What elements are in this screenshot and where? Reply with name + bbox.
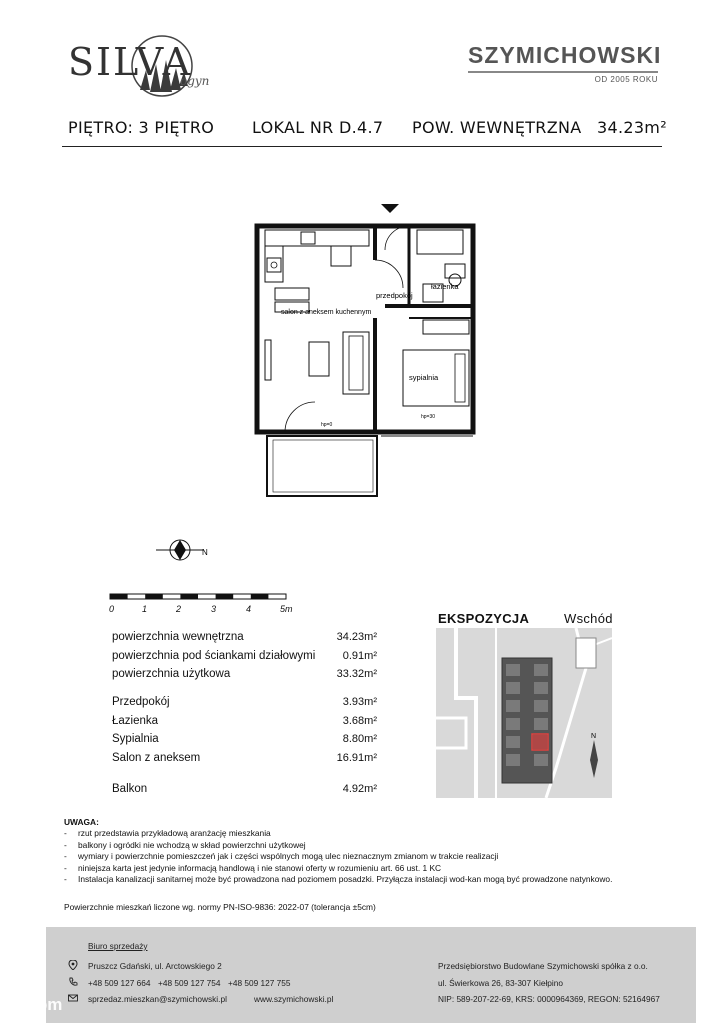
row-label: powierzchnia użytkowa [112,668,231,680]
site-map-drawing [436,628,612,798]
phone-link[interactable]: +48 509 127 664 [88,978,151,988]
list-item: - balkony i ogródki nie wchodzą w skład powierzchni użytkowej [64,839,306,850]
north-compass [150,535,210,565]
balcony-area-table [112,780,377,799]
floor-plan [245,200,485,500]
floor-plan-drawing [245,200,485,500]
row-value: 16.91m² [336,751,377,764]
brand-divider [468,71,658,73]
list-item: - rzut przedstawia przykładową aranżację mieszkania [64,828,271,839]
row-label: powierzchnia wewnętrzna [112,631,244,643]
room-label-bedroom: sypialnia [409,373,439,382]
silva-logo [62,30,210,100]
row-value: 3.93m² [342,696,377,708]
row-value: 0.91m² [342,649,377,662]
location-pin-icon [68,960,78,970]
compass-icon [150,535,210,565]
floor-label: PIĘTRO: 3 PIĘTRO [68,118,215,137]
brand-name: SZYMICHOWSKI [468,42,662,68]
list-item: - niniejsza karta jest jedynie informacją handlową i nie stanowi oferty w rozumieniu art. 66 ust. 1 KC [64,862,442,873]
header-rule [62,146,662,147]
brand-logo [468,42,662,84]
room-areas-table [112,693,377,767]
table-row [112,665,377,684]
map-north-letter: N [591,733,597,740]
row-value: 33.32m² [336,668,377,680]
room-label-kitchen-living: salon z aneksem kuchennym [281,309,372,316]
norm-statement: Powierzchnie mieszkań liczone wg. normy PN-ISO-9836: 2022-07 (tolerancja ±5cm) [64,902,376,912]
company-address: ul. Świerkowa 26, 83-307 Kiełpino [438,978,563,988]
room-label-bathroom: łazienka [431,282,459,291]
scale-label: 4 [246,604,252,614]
compass-letter: N [202,548,208,557]
row-label: Salon z aneksem [112,751,201,764]
hp-left-label: hp=0 [321,422,333,428]
watermark-text: otodom [0,995,63,1014]
row-value: 3.68m² [342,714,377,727]
website-link[interactable]: www.szymichowski.pl [254,994,334,1004]
scale-label: 1 [142,604,148,614]
note-text: wymiary i powierzchnie pomieszczeń jak i części wspólnych mogą ulec nieznacznym zmianom w trakcie realizacji [78,851,499,862]
scale-label: 2 [176,604,182,614]
area-summary-table [112,628,377,684]
scale-label: 0 [109,604,115,614]
scale-bar-drawing [108,592,298,604]
scale-label: 5m [280,604,293,614]
phone-icon [68,977,78,987]
list-item: - wymiary i powierzchnie pomieszczeń jak i części wspólnych mogą ulec nieznacznym zmianom w trakcie realizacji [64,851,499,862]
brand-since: OD 2005 ROKU [594,75,658,84]
table-row [112,693,377,712]
unit-label: LOKAL NR D.4.7 [252,118,384,137]
footer [46,927,696,1023]
exposure-direction: Wschód [564,611,613,626]
row-label: Łazienka [112,714,159,727]
company-name: Przedsiębiorstwo Budowlane Szymichowski spółka z o.o. [438,961,648,971]
email-link[interactable]: sprzedaz.mieszkan@szymichowski.pl [88,994,227,1004]
list-item: - Instalacja kanalizacji sanitarnej może być prowadzona nad poziomem posadzki. Przyłącza instalacji wod-kan mogą być prowadzone natynkowo. [64,874,613,885]
note-text: rzut przedstawia przykładową aranżację mieszkania [78,828,271,839]
area-value: 34.23m² [597,118,667,137]
logo-word: SILVA [68,40,193,84]
table-row [112,780,377,799]
table-row [112,730,377,749]
note-text: balkony i ogródki nie wchodzą w skład powierzchni użytkowej [78,839,306,850]
room-label-hall: przedpokój [376,291,413,300]
note-text: niniejsza karta jest jedynie informacją handlową i nie stanowi oferty w rozumieniu art. 66 ust. 1 KC [78,862,442,873]
notes-section [64,817,684,885]
entry-arrow-icon [381,204,399,213]
row-label: powierzchnia pod ściankami działowymi [112,649,316,662]
company-registry: NIP: 589-207-22-69, KRS: 0000964369, REGON: 52164967 [438,994,660,1004]
row-value: 34.23m² [336,631,377,643]
row-value: 4.92m² [342,783,377,795]
exposure-title: EKSPOZYCJA [438,611,530,626]
office-address: Pruszcz Gdański, ul. Arctowskiego 2 [88,961,222,971]
table-row [112,749,377,768]
phone-link[interactable]: +48 509 127 755 [228,978,291,988]
area-label: POW. WEWNĘTRZNA [412,118,582,137]
row-label: Balkon [112,783,148,795]
note-text: Instalacja kanalizacji sanitarnej może być prowadzona nad poziomem posadzki. Przyłącza instalacji wod-kan mogą być prowadzone natynkowo. [78,874,613,885]
hp-right-label: hp=30 [421,414,436,420]
logo-script: ogyn [180,74,210,88]
scale-label: 3 [211,604,217,614]
row-label: Przedpokój [112,696,170,708]
row-value: 8.80m² [342,733,377,745]
notes-title: UWAGA: [64,817,99,827]
scale-bar [108,592,298,614]
row-label: Sypialnia [112,733,159,745]
phone-link[interactable]: +48 509 127 754 [158,978,221,988]
table-row [112,628,377,647]
office-title: Biuro sprzedaży [88,941,148,951]
table-row [112,647,377,666]
exposure-site-map [436,628,612,798]
email-icon [68,993,78,1003]
table-row [112,712,377,731]
